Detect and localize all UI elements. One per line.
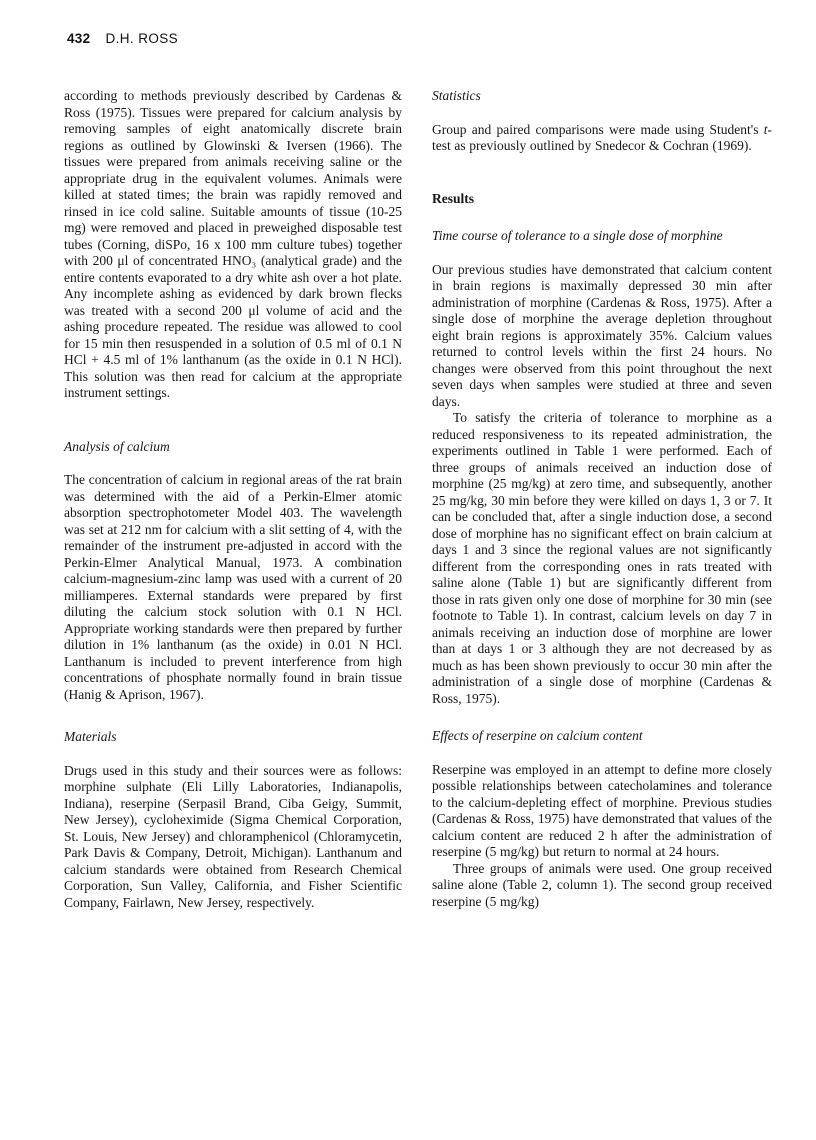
results-heading: Results: [432, 190, 475, 206]
reserpine-paragraph-2: Three groups of animals were used. One group received saline alone (Table 2, column 1). The second group received reserpine (5 mg/kg): [432, 860, 772, 909]
statistics-paragraph: [432, 122, 772, 155]
running-header: [67, 31, 178, 46]
analysis-of-calcium-heading: Analysis of calcium: [64, 438, 170, 454]
materials-heading: Materials: [64, 729, 117, 744]
time-course-paragraph-2: To satisfy the criteria of tolerance to morphine as a reduced responsiveness to its repeated administration, the experiments outlined in Table 1 were performed. Each of three groups of animals received an induction dose of morphine (25 mg/kg) at zero time, and subsequently, another 25 mg/kg, 30 min before they were killed on days 1, 3 or 7. It can be concluded that, after a single induction dose, a second dose of morphine has no significant effect on brain calcium at days 1 and 3 since the regional values are not significantly different from the corresponding ones in rats treated with saline alone (Table 1) but are significantly different from those in rats given only one dose of morphine for 30 min (see footnote to Table 1). In contrast, calcium levels on day 7 in animals receiving an induction dose of morphine are lower than at days 1 or 3 although they are not decreased by as much as has been shown previously to occur 30 min after the administration of a single dose of morphine (Cardenas & Ross, 1975).: [432, 410, 772, 706]
methods-continuation-paragraph: according to methods previously described by Cardenas & Ross (1975). Tissues were prepared for calcium analysis by removing samples of eight anatomically discrete brain regions as outlined by Glowinski & Iversen (1966). The tissues were prepared from animals receiving saline or the appropriate drug in the equivalent volumes. Animals were killed at stated times; the brain was rapidly removed and rinsed in ice cold saline. Suitable amounts of tissue (10-25 mg) were removed and placed in preweighed disposable test tubes (Corning, diSPo, 16 x 100 mm culture tubes) together with 200 μl of concentrated HNO₃ (analytical grade) and the entire contents evaporated to a dry white ash over a hot plate. Any incomplete ashing as evidenced by dark brown flecks was treated with a second 200 μl volume of acid and the ashing procedure repeated. The residue was allowed to cool for 15 min then resuspended in a solution of 0.5 ml of 0.1 N HCl + 4.5 ml of 1% lanthanum (as the oxide in 0.1 N HCl). This solution was then read for calcium at the appropriate instrument settings.: [64, 88, 402, 400]
running-head-author: D.H. ROSS: [105, 31, 179, 46]
statistics-heading: Statistics: [432, 88, 481, 103]
statistics-italic-t: t: [763, 121, 768, 137]
time-course-heading: Time course of tolerance to a single dose of morphine: [432, 228, 723, 243]
time-course-paragraph-1: Our previous studies have demonstrated that calcium content in brain regions is maximally depressed 30 min after administration of morphine (Cardenas & Ross, 1975). After a single dose of morphine the average depletion throughout eight brain regions is approximately 35%. Calcium values returned to control levels within the first 24 hours. No changes were observed from this point throughout the next seven days when samples were studied at three and seven days.: [432, 261, 772, 409]
right-column: [432, 88, 772, 910]
statistics-text-after: -test as previously outlined by Snedecor & Cochran (1969).: [432, 121, 772, 153]
effects-of-reserpine-heading: Effects of reserpine on calcium content: [432, 728, 643, 743]
statistics-text-before: Group and paired comparisons were made using Student's: [432, 121, 764, 137]
materials-paragraph: Drugs used in this study and their sources were as follows: morphine sulphate (Eli Lilly Laboratories, Indianapolis, Indiana), reserpine (Serpasil Brand, Ciba Geigy, Summit, New Jersey), cycloheximide (Sigma Chemical Corporation, St. Louis, New Jersey) and chloramphenicol (Chloramycetin, Park Davis & Company, Detroit, Michigan). Lanthanum and calcium standards were obtained from Research Chemical Corporation, Sun Valley, California, and Fisher Scientific Company, Fairlawn, New Jersey, respectively.: [64, 762, 402, 910]
left-column: [64, 88, 402, 911]
reserpine-paragraph-1: Reserpine was employed in an attempt to define more closely possible relationships between catecholamines and tolerance to the calcium-depleting effect of morphine. Previous studies (Cardenas & Ross, 1975) have demonstrated that values of the calcium content are reduced 2 h after the administration of reserpine (5 mg/kg) but return to normal at 24 hours.: [432, 761, 772, 859]
analysis-of-calcium-paragraph: The concentration of calcium in regional areas of the rat brain was determined with the aid of a Perkin-Elmer atomic absorption spectrophotometer Model 403. The wavelength was set at 212 nm for calcium with a slit setting of 4, with the remainder of the instrument pre-adjusted in accord with the Perkin-Elmer Analytical Manual, 1973. A combination calcium-magnesium-zinc lamp was used with a current of 20 milliamperes. External standards were prepared by first diluting the calcium stock solution with 0.1 N HCl. Appropriate working standards were then prepared by further dilution in 1% lanthanum (as the oxide) in 0.01 N HCl. Lanthanum is included to prevent interference from high concentrations of phosphate normally found in brain tissue (Hanig & Aprison, 1967).: [64, 472, 402, 702]
page-number: 432: [67, 31, 91, 46]
